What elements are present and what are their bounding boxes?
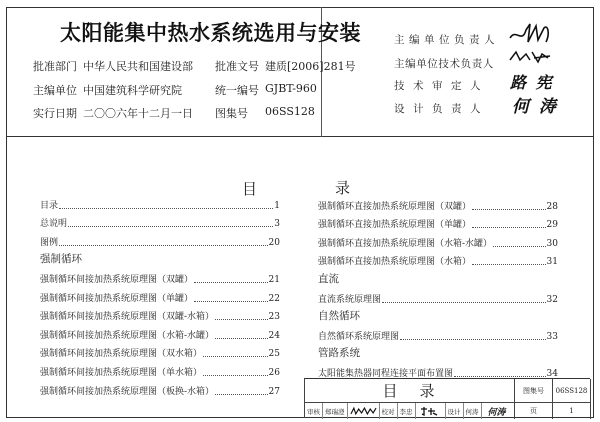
- toc-item[interactable]: 强制循环间接加热系统原理图（水箱-水罐） 24: [40, 330, 280, 341]
- toc-section-heading: 强制循环: [40, 253, 82, 266]
- signature-tech-reviewer: 路 宪: [510, 73, 554, 92]
- drawing-page: 太阳能集中热水系统选用与安装 批准部门 中华人民共和国建设部 主编单位 中国建筑科学研究院 实行日期 二〇〇六年十二月一日 批准文号 建质[2006]281号 统一编号 GJBT-960 图集号 06SS128 主编单位负责人 主编单位技术负责人 技术审定人 设计负责人 路 宪 何 涛 目 录 目录 1 总说明 3 图例 20 强制循环 强制循环间接加热系统原理图（双罐） 21 强制循环间接加热系统原理图（单罐） 22 强制循环间接加热系统原理图（双罐-水箱） 23 强制循环间接加热系统原理图（水箱-水罐） 24 强制循环间接加热系统原理图（双水箱） 25 强制循环间接加热系统原理图（单水箱） 26 强制循环间接加热系统原理图（板换-水箱） 27 强制循环直接加热系统原理图（双罐） 28 强制循环直接加热系统原理图（单罐） 29 强制循环直接加热系统原理图（水箱-水罐） 30 强制循环直接加热系统原理图（水箱） 31 直流 直流系统原理图 32 自然循环 自然循环系统原理图 33 管路系统 太阳能集热器同程连接平面布置图 34 目录 图集号 06SS128 审核 郑瑞澄 校对 李忠 设计 何涛 何涛 页 1: [0, 0, 600, 422]
- page-label: 页: [515, 403, 553, 419]
- title-block: [304, 378, 590, 418]
- atlas-title: 太阳能集中热水系统选用与安装: [60, 21, 361, 45]
- toc-item[interactable]: 强制循环直接加热系统原理图（水箱） 31: [318, 257, 558, 268]
- resp-chief-tech-head: 主编单位技术负责人: [394, 58, 494, 70]
- toc-item[interactable]: 强制循环直接加热系统原理图（双罐） 28: [318, 201, 558, 212]
- signature-chief-tech: [508, 48, 552, 72]
- toc-heading-mu: 目: [242, 180, 258, 198]
- checker-signature: [416, 403, 446, 419]
- toc-item[interactable]: 强制循环间接加热系统原理图（双罐-水箱） 23: [40, 312, 280, 323]
- toc-item[interactable]: 强制循环间接加热系统原理图（单罐） 22: [40, 293, 280, 304]
- toc-section-heading: 直流: [318, 272, 339, 285]
- resp-chief-unit-head: 主编单位负责人: [394, 34, 499, 46]
- checker-name: 李忠: [398, 403, 416, 419]
- toc-heading-lu: 录: [335, 179, 351, 197]
- toc-section-heading: 管路系统: [318, 347, 360, 360]
- toc-item[interactable]: 直流系统原理图 32: [318, 294, 558, 305]
- signature-design-head: 何 涛: [512, 97, 558, 117]
- title-block-signoff-row: [305, 403, 515, 419]
- resp-tech-reviewer: 技术审定人: [394, 80, 489, 92]
- toc-item[interactable]: 强制循环间接加热系统原理图（双水箱） 25: [40, 349, 280, 360]
- check-label: 校对: [380, 403, 398, 419]
- atlas-no-value: 06SS128: [553, 379, 591, 403]
- atlas-no-label: 图集号: [515, 379, 553, 403]
- toc-right-column: [318, 193, 558, 379]
- designer-signature: 何涛: [487, 407, 506, 418]
- toc-item[interactable]: 强制循环直接加热系统原理图（水箱-水罐） 30: [318, 238, 558, 249]
- reviewer-name: 郑瑞澄: [323, 403, 348, 419]
- toc-item[interactable]: 总说明 3: [40, 219, 280, 230]
- toc-section-heading: 自然循环: [318, 310, 360, 323]
- toc-item[interactable]: 强制循环间接加热系统原理图（单水箱） 26: [40, 367, 280, 378]
- design-label: 设计: [446, 403, 464, 419]
- toc-item[interactable]: 强制循环间接加热系统原理图（双罐） 21: [40, 274, 280, 285]
- toc-item[interactable]: 目录 1: [40, 200, 280, 211]
- designer-name: 何涛: [464, 403, 482, 419]
- title-block-title: 目录: [305, 379, 515, 403]
- toc-item[interactable]: 强制循环间接加热系统原理图（板换-水箱） 27: [40, 386, 280, 397]
- toc-left-column: [40, 192, 280, 397]
- resp-design-head: 设计负责人: [394, 103, 489, 115]
- toc-item[interactable]: 太阳能集热器同程连接平面布置图 34: [318, 368, 558, 379]
- reviewer-signature: [348, 403, 380, 419]
- toc-item[interactable]: 强制循环直接加热系统原理图（单罐） 29: [318, 220, 558, 231]
- toc-item[interactable]: 图例 20: [40, 237, 280, 248]
- page-value: 1: [553, 403, 591, 419]
- toc-item[interactable]: 自然循环系统原理图 33: [318, 331, 558, 342]
- review-label: 审核: [305, 403, 323, 419]
